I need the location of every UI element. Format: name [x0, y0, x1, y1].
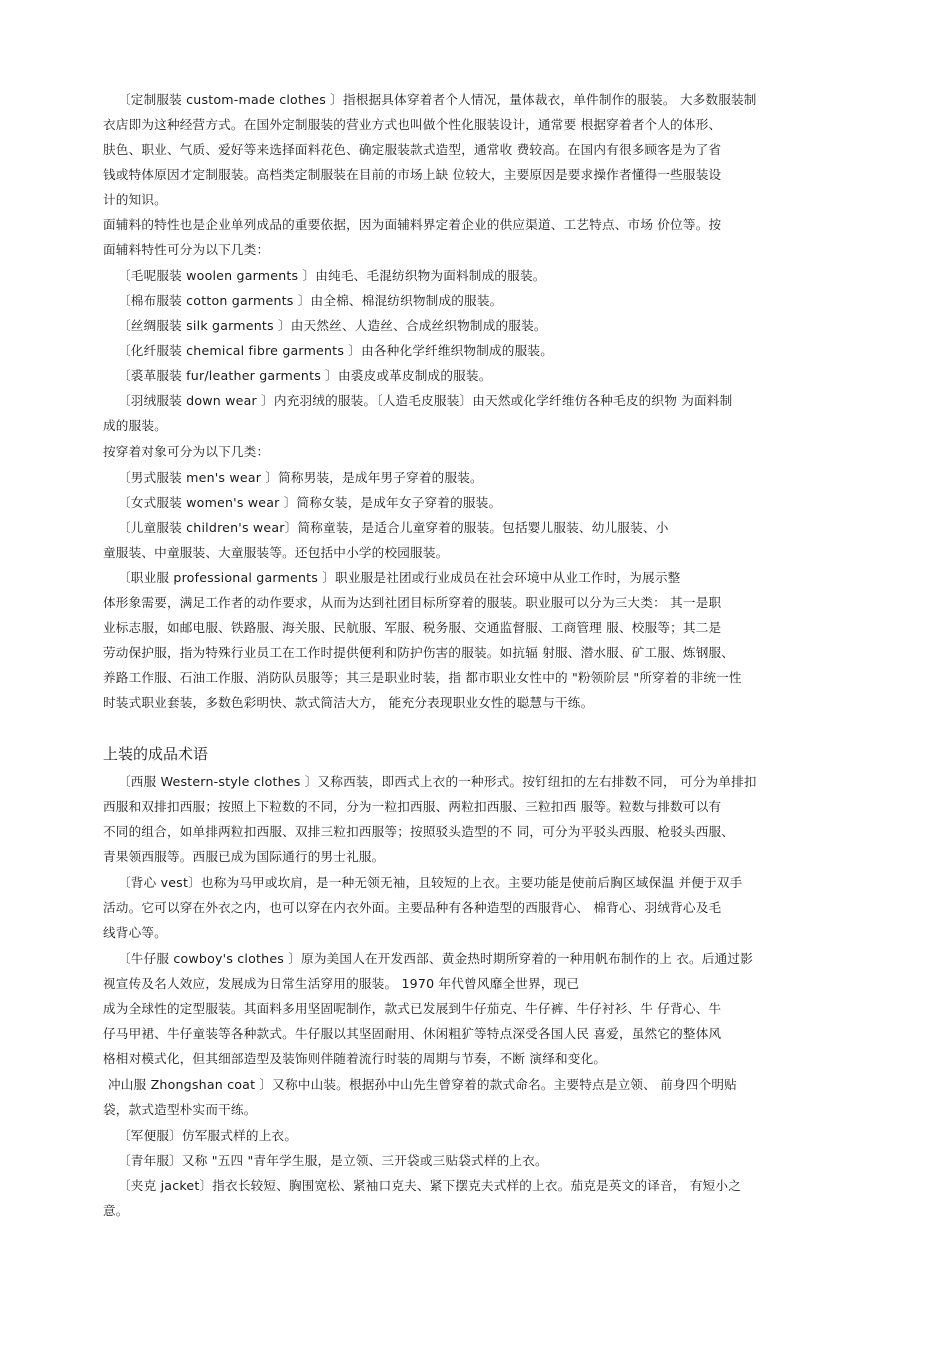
text-line: 体形象需要，满足工作者的动作要求，从而为达到社团目标所穿着的服装。职业服可以分为三大类： 其一是职 — [103, 595, 722, 610]
text-line: 〔女式服装 women's wear 〕简称女装，是成年女子穿着的服装。 — [118, 495, 502, 510]
text-line: 〔背心 vest〕也称为马甲或坎肩，是一种无领无袖，且较短的上衣。主要功能是使前后胸区域保温 并便于双手 — [118, 875, 743, 890]
text-line: 〔职业服 professional garments 〕职业服是社团或行业成员在社会环境中从业工作时，为展示整 — [118, 570, 681, 585]
text-line: 〔定制服装 custom-made clothes 〕指根据具体穿着者个人情况，量体裁衣，单件制作的服装。 大多数服装制 — [118, 92, 757, 107]
text-line: 肤色、职业、气质、爱好等来选择面料花色、确定服装款式造型，通常收 费较高。在国内有很多顾客是为了省 — [103, 142, 722, 157]
text-line: 计的知识。 — [103, 192, 167, 207]
text-line: 〔青年服〕又称 "五四 "青年学生服，是立领、三开袋或三贴袋式样的上衣。 — [118, 1153, 548, 1168]
text-line: 〔棉布服装 cotton garments 〕由全棉、棉混纺织物制成的服装。 — [118, 293, 503, 308]
text-line: 意。 — [103, 1203, 129, 1218]
text-line: 〔化纤服装 chemical fibre garments 〕由各种化学纤维织物制成的服装。 — [118, 343, 553, 358]
text-line: 按穿着对象可分为以下几类： — [103, 444, 270, 459]
text-line: 业标志服，如邮电服、铁路服、海关服、民航服、军服、税务服、交通监督服、工商管理 服、校服等；其二是 — [103, 620, 722, 635]
text-line: 成为全球性的定型服装。其面料多用坚固呢制作，款式已发展到牛仔茄克、牛仔裤、牛仔衬衫、牛 仔背心、牛 — [103, 1001, 722, 1016]
text-line: 线背心等。 — [103, 925, 167, 940]
text-line: 〔军便服〕仿军服式样的上衣。 — [118, 1128, 298, 1143]
text-line: 〔毛呢服装 woolen garments 〕由纯毛、毛混纺织物为面料制成的服装。 — [118, 268, 546, 283]
text-line: 时装式职业套装，多数色彩明快、款式简洁大方， 能充分表现职业女性的聪慧与干练。 — [103, 695, 594, 710]
text-line: 〔裘革服装 fur/leather garments 〕由裘皮或革皮制成的服装。 — [118, 368, 492, 383]
text-line: 不同的组合，如单排两粒扣西服、双排三粒扣西服等；按照驳头造型的不 同，可分为平驳头西服、枪驳头西服、 — [103, 824, 735, 839]
text-line: 面辅料的特性也是企业单列成品的重要依据，因为面辅料界定着企业的供应渠道、工艺特点、市场 价位等。按 — [103, 217, 722, 232]
text-line: 西服和双排扣西服；按照上下粒数的不同，分为一粒扣西服、两粒扣西服、三粒扣西 服等。粒数与排数可以有 — [103, 799, 722, 814]
text-line: 成的服装。 — [103, 418, 167, 433]
section-heading: 上装的成品术语 — [103, 745, 209, 763]
text-line: 〔牛仔服 cowboy's clothes 〕原为美国人在开发西部、黄金热时期所穿着的一种用帆布制作的上 衣。后通过影 — [118, 951, 754, 966]
text-line: 〔丝绸服装 silk garments 〕由天然丝、人造丝、合成丝织物制成的服装。 — [118, 318, 547, 333]
text-line: 童服装、中童服装、大童服装等。还包括中小学的校园服装。 — [103, 545, 449, 560]
text-line: 活动。它可以穿在外衣之内，也可以穿在内衣外面。主要品种有各种造型的西服背心、 棉背心、羽绒背心及毛 — [103, 900, 722, 915]
text-line: 冲山服 Zhongshan coat 〕又称中山装。根据孙中山先生曾穿着的款式命名。主要特点是立领、 前身四个明贴 — [108, 1077, 737, 1092]
text-line: 劳动保护服，指为特殊行业员工在工作时提供便利和防护伤害的服装。如抗辐 射服、潜水服、矿工服、炼钢服、 — [103, 645, 735, 660]
text-line: 格相对模式化，但其细部造型及装饰则伴随着流行时装的周期与节奏，不断 演绎和变化。 — [103, 1051, 607, 1066]
text-line: 青果领西服等。西服已成为国际通行的男士礼服。 — [103, 849, 385, 864]
text-line: 衣店即为这种经营方式。在国外定制服装的营业方式也叫做个性化服装设计，通常要 根据穿着者个人的体形、 — [103, 117, 722, 132]
text-line: 〔羽绒服装 down wear 〕内充羽绒的服装。〔人造毛皮服装〕由天然或化学纤维仿各种毛皮的织物 为面料制 — [118, 393, 733, 408]
text-line: 〔西服 Western-style clothes 〕又称西装，即西式上衣的一种形式。按钉纽扣的左右排数不同， 可分为单排扣 — [118, 774, 757, 789]
text-line: 仔马甲裙、牛仔童装等各种款式。牛仔服以其坚固耐用、休闲粗犷等特点深受各国人民 喜爱，虽然它的整体风 — [103, 1026, 722, 1041]
text-line: 〔男式服装 men's wear 〕简称男装，是成年男子穿着的服装。 — [118, 470, 483, 485]
text-line: 袋，款式造型朴实而干练。 — [103, 1102, 257, 1117]
text-line: 养路工作服、石油工作服、消防队员服等；其三是职业时装，指 都市职业女性中的 "粉领阶层 "所穿着的非统一性 — [103, 670, 742, 685]
text-line: 〔夹克 jacket〕指衣长较短、胸围宽松、紧袖口克夫、紧下摆克夫式样的上衣。茄克是英文的译音， 有短小之 — [118, 1178, 741, 1193]
text-line: 〔儿童服装 children's wear〕简称童装，是适合儿童穿着的服装。包括婴儿服装、幼儿服装、小 — [118, 520, 669, 535]
text-line: 钱或特体原因才定制服装。高档类定制服装在目前的市场上缺 位较大，主要原因是要求操作者懂得一些服装设 — [103, 167, 722, 182]
text-line: 面辅料特性可分为以下几类： — [103, 242, 270, 257]
text-line: 视宣传及名人效应，发展成为日常生活穿用的服装。 1970 年代曾风靡全世界，现已 — [103, 976, 580, 991]
